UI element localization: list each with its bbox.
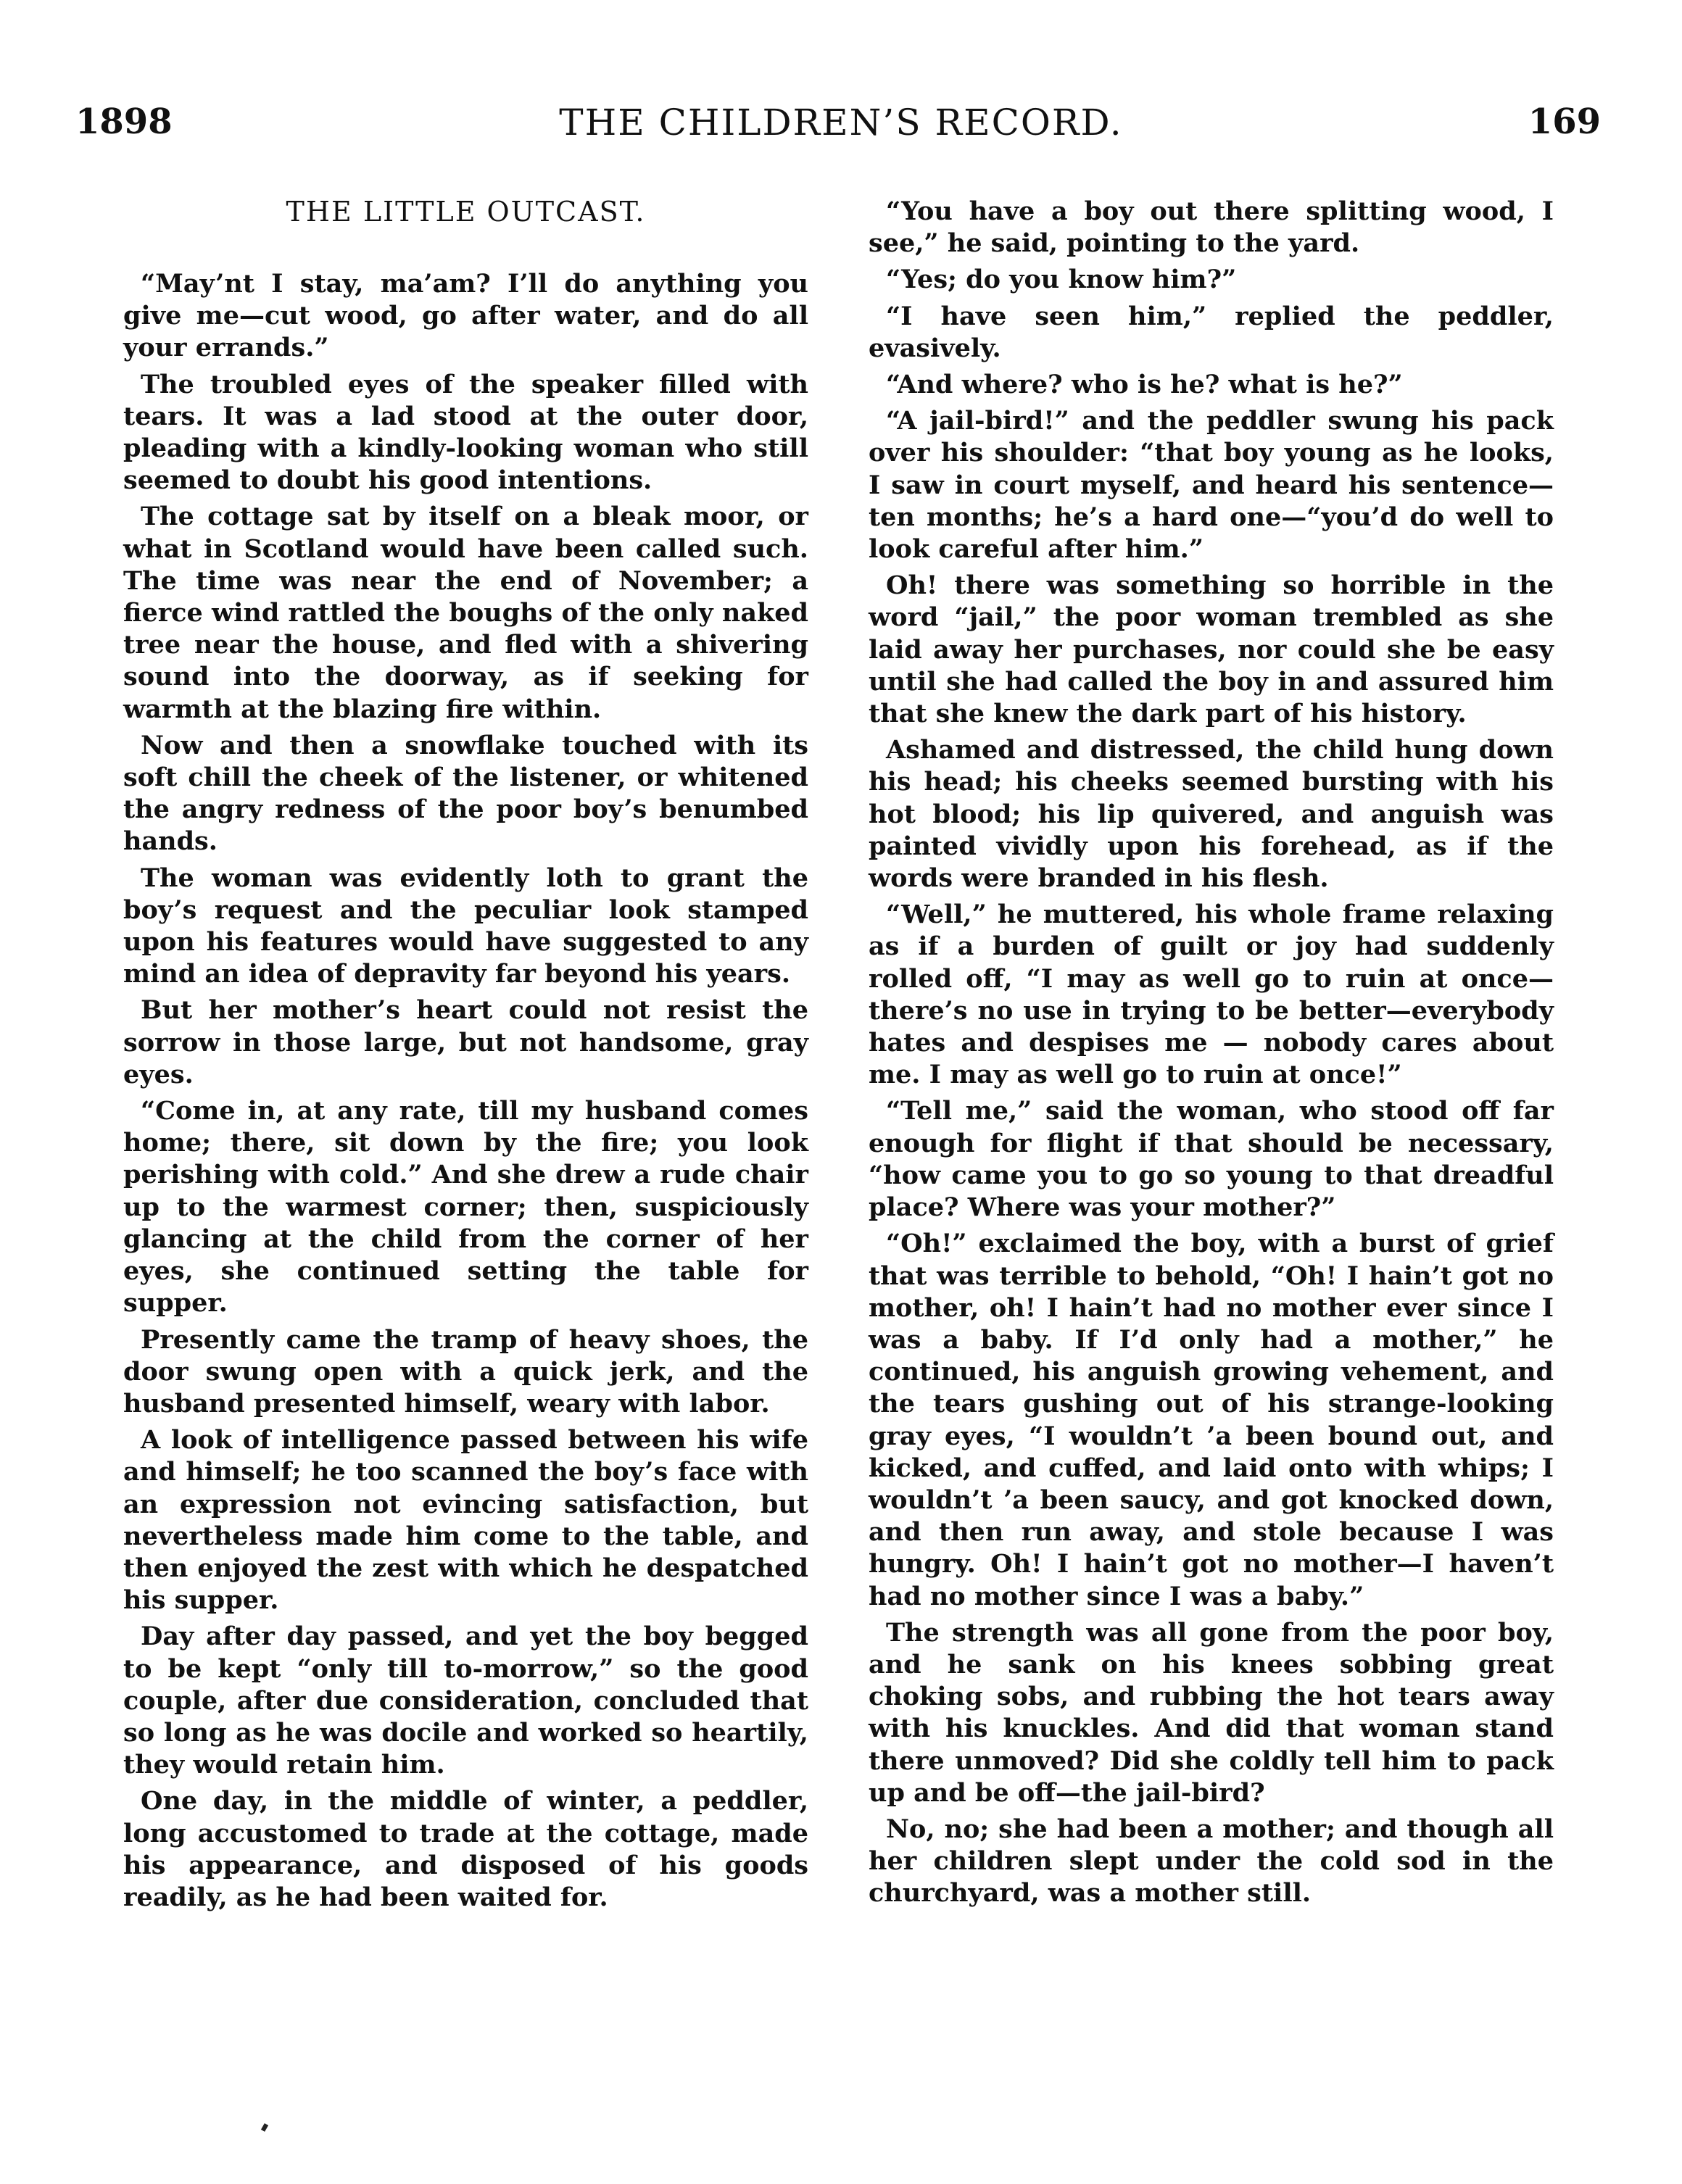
paragraph: “And where? who is he? what is he?” bbox=[886, 370, 1403, 400]
paragraph: No, no; she had been a mother; and though all her children slept under the cold sod in the churchyard, was a mother still. bbox=[869, 1814, 1554, 1909]
paragraph: The strength was all gone from the poor boy, and he sank on his knees sobbing great choking sobs, and rubbing the hot tears away with his knuckles. And did that woman stand there unmoved? Did she coldly tell him to pack up and be off—the jail-bird? bbox=[869, 1617, 1554, 1808]
paragraph: Presently came the tramp of heavy shoes, the door swung open with a quick jerk, and the husband presented himself, weary with labor. bbox=[123, 1324, 808, 1419]
paragraph: “Oh!” exclaimed the boy, with a burst of grief that was terrible to behold, “Oh! I hain’t got no mother, oh! I hain’t had no mother ever since I was a baby. If I’d only had a mother,” he continued, his anguish growing vehement, and the tears gushing out of his strange-looking gray eyes, “I wouldn’t ’a been bound out, and kicked, and cuffed, and laid onto with whips; I wouldn’t ’a been saucy, and got knocked down, and then run away, and stole because I was hungry. Oh! I hain’t got no mother—I haven’t had no mother since I was a baby.” bbox=[869, 1229, 1554, 1611]
paragraph: “A jail-bird!” and the peddler swung his pack over his shoulder: “that boy young as he looks, I saw in court myself, and heard his sentence—ten months; he’s a hard one—“you’d do well to look careful after him.” bbox=[869, 406, 1554, 565]
header-year: 1898 bbox=[75, 101, 173, 142]
paragraph: Day after day passed, and yet the boy begged to be kept “only till to-morrow,” so the good couple, after due consideration, concluded that so long as he was docile and worked so heartily, they would retain him. bbox=[123, 1622, 808, 1780]
paragraph: “May’nt I stay, ma’am? I’ll do anything you give me—cut wood, go after water, and do all your errands.” bbox=[123, 269, 808, 363]
paragraph: But her mother’s heart could not resist the sorrow in those large, but not handsome, gray eyes. bbox=[123, 995, 808, 1089]
paragraph: Now and then a snowflake touched with its soft chill the cheek of the listener, or whitened the angry redness of the poor boy’s benumbed hands. bbox=[123, 730, 808, 857]
paragraph: A look of intelligence passed between his wife and himself; he too scanned the boy’s face with an expression not evincing satisfaction, but nevertheless made him come to the table, and then enjoyed the zest with which he despatched his supper. bbox=[123, 1425, 808, 1616]
ink-speck bbox=[261, 2123, 268, 2132]
paragraph: “Come in, at any rate, till my husband comes home; there, sit down by the fire; you look perishing with cold.” And she drew a rude chair up to the warmest corner; then, suspiciously glancing at the child from the corner of her eyes, she continued setting the table for supper. bbox=[123, 1096, 808, 1319]
page-header bbox=[72, 101, 1610, 152]
paragraph: “Yes; do you know him?” bbox=[886, 265, 1237, 295]
publication-title: THE CHILDREN’S RECORD. bbox=[559, 101, 1123, 144]
page-number: 169 bbox=[1528, 101, 1601, 142]
paragraph: Oh! there was something so horrible in the word “jail,” the poor woman trembled as she laid away her purchases, nor could she be easy until she had called the boy in and assured him that she knew the dark part of his history. bbox=[869, 570, 1554, 729]
left-column bbox=[123, 196, 808, 1918]
paragraph: “I have seen him,” replied the peddler, evasively. bbox=[869, 301, 1554, 363]
right-column bbox=[869, 196, 1554, 1914]
paragraph: The cottage sat by itself on a bleak moor, or what in Scotland would have been called such. The time was near the end of November; a fierce wind rattled the boughs of the only naked tree near the house, and fled with a shivering sound into the doorway, as if seeking for warmth at the blazing fire within. bbox=[123, 502, 808, 724]
paragraph: “Tell me,” said the woman, who stood off far enough for flight if that should be necessary, “how came you to go so young to that dreadful place? Where was your mother?” bbox=[869, 1096, 1554, 1223]
paragraph: Ashamed and distressed, the child hung down his head; his cheeks seemed bursting with his hot blood; his lip quivered, and anguish was painted vividly upon his forehead, as if the words were branded in his flesh. bbox=[869, 735, 1554, 894]
article-title: THE LITTLE OUTCAST. bbox=[286, 196, 646, 228]
paragraph: “Well,” he muttered, his whole frame relaxing as if a burden of guilt or joy had suddenly rolled off, “I may as well go to ruin at once—there’s no use in trying to be better—everybody hates and despises me — nobody cares about me. I may as well go to ruin at once!” bbox=[869, 900, 1554, 1090]
paragraph: The troubled eyes of the speaker filled with tears. It was a lad stood at the outer door, pleading with a kindly-looking woman who still seemed to doubt his good intentions. bbox=[123, 369, 808, 496]
paragraph: “You have a boy out there splitting wood, I see,” he said, pointing to the yard. bbox=[869, 196, 1554, 259]
paragraph: The woman was evidently loth to grant the boy’s request and the peculiar look stamped upon his features would have suggested to any mind an idea of depravity far beyond his years. bbox=[123, 863, 808, 989]
paragraph: One day, in the middle of winter, a peddler, long accustomed to trade at the cottage, made his appearance, and disposed of his goods readily, as he had been waited for. bbox=[123, 1786, 808, 1912]
